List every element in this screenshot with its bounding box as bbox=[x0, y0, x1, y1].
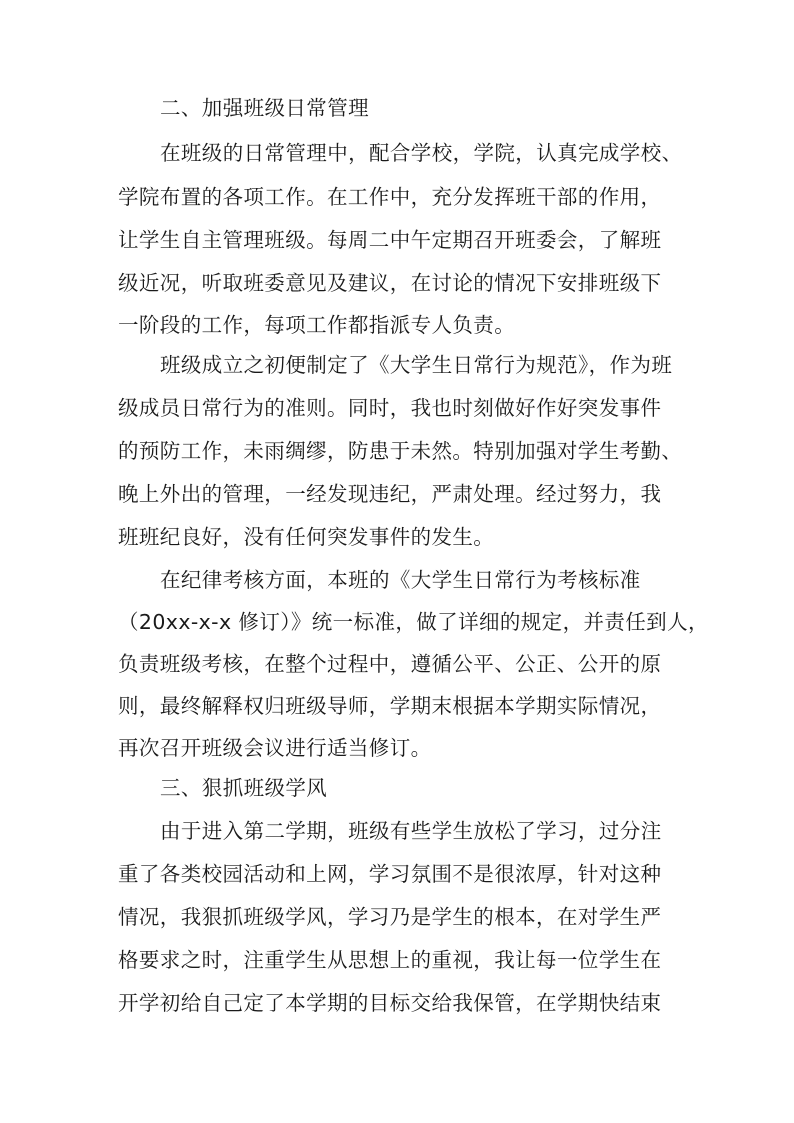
paragraph-line: 学院布置的各项工作。在工作中，充分发挥班干部的作用， bbox=[118, 185, 662, 209]
paragraph-line: 负责班级考核，在整个过程中，遵循公平、公正、公开的原 bbox=[118, 652, 662, 676]
paragraph-line: 在班级的日常管理中，配合学校，学院，认真完成学校、 bbox=[160, 141, 683, 165]
section-heading: 三、狠抓班级学风 bbox=[160, 776, 328, 800]
paragraph-line: 一阶段的工作，每项工作都指派专人负责。 bbox=[118, 313, 516, 337]
paragraph-line: 的预防工作，未雨绸缪，防患于未然。特别加强对学生考勤、 bbox=[118, 439, 683, 463]
paragraph-line: 级近况，听取班委意见及建议，在讨论的情况下安排班级下 bbox=[118, 271, 662, 295]
paragraph-line: 开学初给自己定了本学期的目标交给我保管，在学期快结束 bbox=[118, 991, 662, 1015]
paragraph-line: 班班纪良好，没有任何突发事件的发生。 bbox=[118, 525, 495, 549]
paragraph-line: 晚上外出的管理，一经发现违纪，严肃处理。经过努力，我 bbox=[118, 482, 662, 506]
paragraph-line: 由于进入第二学期，班级有些学生放松了学习，过分注 bbox=[160, 819, 662, 843]
paragraph-line: （20xx-x-x 修订）》统一标准，做了详细的规定，并责任到人， bbox=[118, 610, 709, 634]
paragraph-line: 格要求之时，注重学生从思想上的重视，我让每一位学生在 bbox=[118, 948, 662, 972]
paragraph-line: 情况，我狠抓班级学风，学习乃是学生的根本，在对学生严 bbox=[118, 905, 662, 929]
paragraph-line: 则，最终解释权归班级导师，学期末根据本学期实际情况， bbox=[118, 694, 662, 718]
paragraph-line: 让学生自主管理班级。每周二中午定期召开班委会，了解班 bbox=[118, 228, 662, 252]
section-heading: 二、加强班级日常管理 bbox=[160, 96, 369, 120]
paragraph-line: 班级成立之初便制定了《大学生日常行为规范》，作为班 bbox=[160, 353, 673, 377]
paragraph-line: 在纪律考核方面，本班的《大学生日常行为考核标准 bbox=[160, 568, 641, 592]
paragraph-line: 级成员日常行为的准则。同时，我也时刻做好作好突发事件 bbox=[118, 396, 662, 420]
paragraph-line: 重了各类校园活动和上网，学习氛围不是很浓厚，针对这种 bbox=[118, 862, 662, 886]
paragraph-line: 再次召开班级会议进行适当修订。 bbox=[118, 736, 432, 760]
